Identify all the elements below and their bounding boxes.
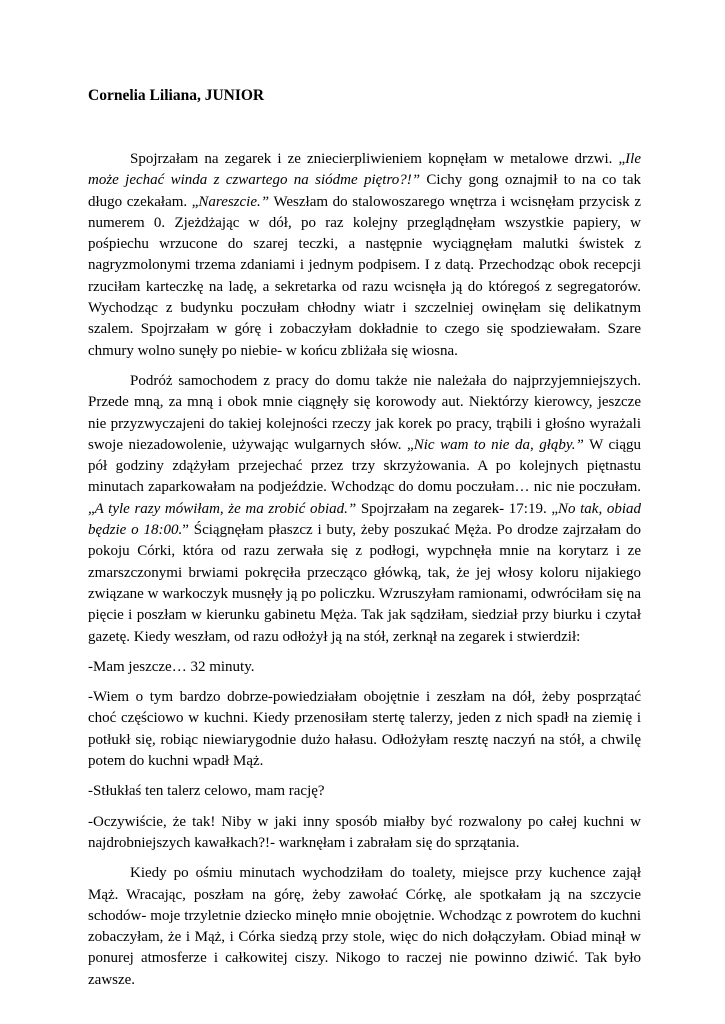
text-run: W ciągu pół godziny zdążyłam przejechać przez trzy skrzyżowania. A po kolejnych piętnastu minutach zaparkowałam na podjeździe. Wchodząc do domu poczułam… nic nie poczułam. „	[88, 436, 641, 517]
text-run: Podróż samochodem z pracy do domu także nie należała do najprzyjemniejszych. Przede mną, za mną i obok mnie ciągnęły się korowody aut. Niektórzy kierowcy, jeszcze nie przyzwyczajeni do takiej kolejności rzeczy jak korek po pracy, trąbili i głośno wyrażali swoje niezadowolenie, używając wulgarnych słów. „	[88, 372, 641, 453]
paragraph	[88, 781, 641, 802]
text-run: ” Ściągnęłam płaszcz i buty, żeby poszukać Męża. Po drodze zajrzałam do pokoju Córki, która od razu zerwała się z podłogi, wypchnęła mnie na korytarz i ze zmarszczonymi brwiami pokręciła przecząco główką, tak, że jej włosy koloru nijakiego związane w warkoczyk musnęły ją po policzku. Wzruszyłam ramionami, odwróciłam się na pięcie i poszłam w kierunku gabinetu Męża. Tak jak sądziłam, siedział przy biurku i czytał gazetę. Kiedy weszłam, od razu odłożył ją na stół, zerknął na zegarek i stwierdził:	[88, 522, 641, 645]
paragraph	[88, 812, 641, 855]
italic-text-run: Nic wam to nie da, głąby.”	[413, 436, 584, 453]
text-run: -Oczywiście, że tak! Niby w jaki inny sposób miałby być rozwalony po całej kuchni w najdrobniejszych kawałkach?!- warknęłam i zabrałam się do sprzątania.	[88, 813, 641, 851]
paragraph	[88, 863, 641, 991]
italic-text-run: Nareszcie.”	[198, 193, 270, 210]
document-title: Cornelia Liliana, JUNIOR	[88, 87, 265, 104]
text-run: Kiedy po ośmiu minutach wychodziłam do toalety, miejsce przy kuchence zajął Mąż. Wracając, poszłam na górę, żeby zawołać Córkę, ale spotkałam ją na szczycie schodów- moje trzyletnie dziecko minęło mnie obojętnie. Wchodząc z powrotem do kuchni zobaczyłam, że i Mąż, i Córka siedzą przy stole, więc do nich dołączyłam. Obiad minął w ponurej atmosferze i całkowitej ciszy. Nikogo to raczej nie powinno dziwić. Tak było zawsze.	[88, 865, 641, 988]
text-run: Weszłam do stalowoszarego wnętrza i wcisnęłam przycisk z numerem 0. Zjeżdżając w dół, po raz kolejny przeglądnęłam wszystkie papiery, w pośpiechu wrzucone do szarej teczki, a następnie wyciągnęłam malutki świstek z nagryzmolonymi trzema zdaniami i jednym podpisem. I z datą. Przechodząc obok recepcji rzuciłam karteczkę na ladę, a sekretarka od razu wcisnęła ją do któregoś z segregatorów. Wychodząc z budynku poczułam chłodny wiatr i szczelniej owinęłam się delikatnym szalem. Spojrzałam w górę i zobaczyłam dokładnie to czego się spodziewałam. Szare chmury wolno sunęły po niebie- w końcu zbliżała się wiosna.	[88, 193, 641, 359]
paragraph	[88, 657, 641, 678]
paragraph	[88, 149, 641, 362]
text-run: -Wiem o tym bardzo dobrze-powiedziałam obojętnie i zeszłam na dół, żeby posprzątać choć częściowo w kuchni. Kiedy przenosiłam stertę talerzy, jeden z nich spadł na ziemię i potłukł się, robiąc niewiarygodnie dużo hałasu. Odłożyłam resztę naczyń na stół, a chwilę potem do kuchni wpadł Mąż.	[88, 689, 641, 770]
italic-text-run: Ile może jechać winda z czwartego na siódme piętro?!”	[88, 151, 641, 189]
italic-text-run: No tak, obiad będzie o 18:00.	[88, 500, 641, 539]
text-run: Cichy gong oznajmił to na co tak długo czekałam. „	[88, 172, 641, 210]
document-page	[88, 86, 641, 1000]
text-run: Spojrzałam na zegarek i ze zniecierpliwieniem kopnęłam w metalowe drzwi. „	[130, 151, 626, 167]
paragraph	[88, 371, 641, 648]
text-run: -Mam jeszcze… 32 minuty.	[88, 658, 255, 675]
italic-text-run: A tyle razy mówiłam, że ma zrobić obiad.”	[94, 500, 357, 517]
document-body	[88, 149, 641, 991]
text-run: Spojrzałam na zegarek- 17:19. „	[356, 500, 558, 517]
text-run: -Stłukłaś ten talerz celowo, mam rację?	[88, 783, 325, 800]
paragraph	[88, 687, 641, 772]
